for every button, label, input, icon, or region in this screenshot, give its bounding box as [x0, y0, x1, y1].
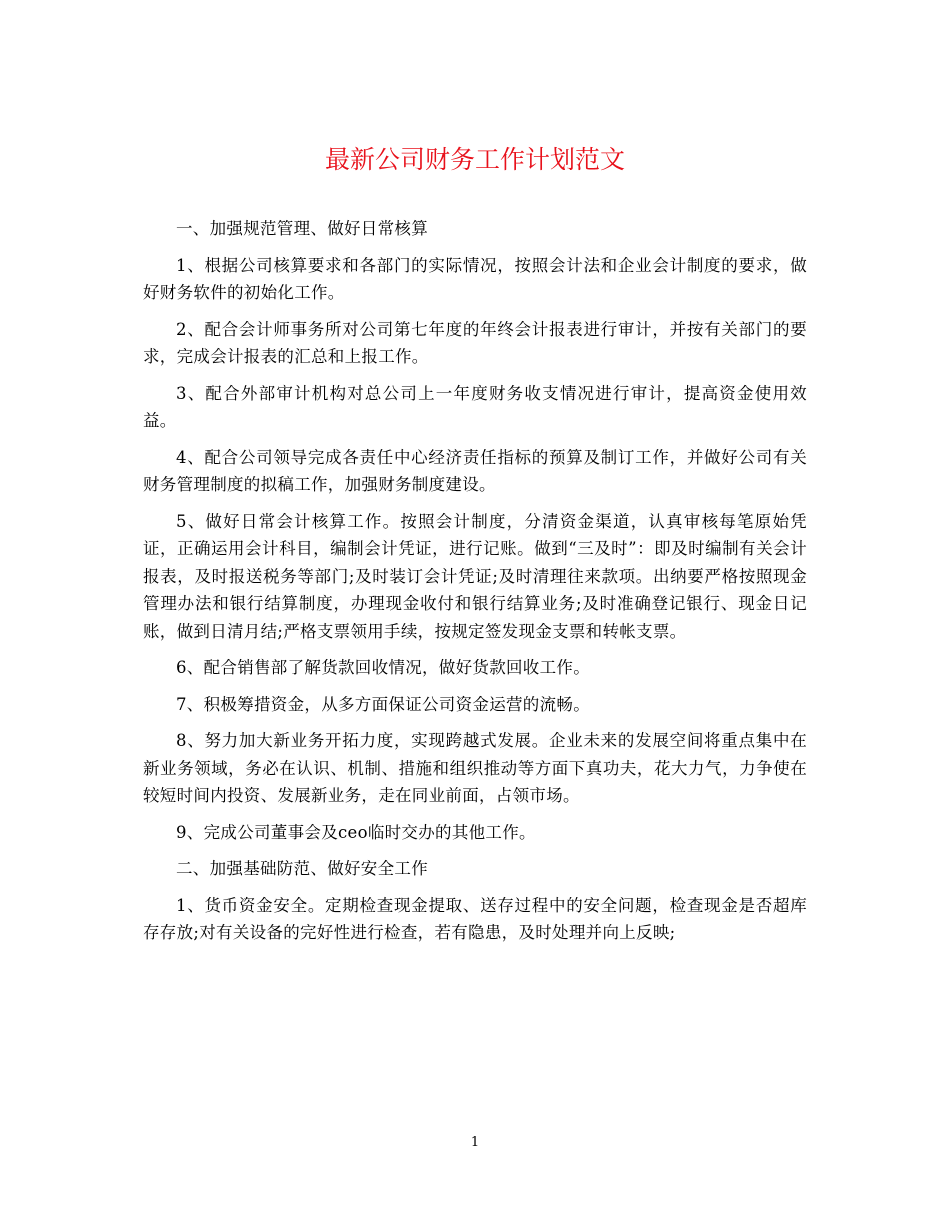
document-body — [143, 215, 807, 956]
paragraph-item-5: 5、做好日常会计核算工作。按照会计制度，分清资金渠道，认真审核每笔原始凭证，正确运用会计科目，编制会计凭证，进行记账。做到“三及时”：即及时编制有关会计报表，及时报送税务等部门;及时装订会计凭证;及时清理往来款项。出纳要严格按照现金管理办法和银行结算制度，办理现金收付和银行结算业务;及时准确登记银行、现金日记账，做到日清月结;严格支票领用手续，按规定签发现金支票和转帐支票。 — [143, 511, 807, 641]
paragraph-item-7: 7、积极筹措资金，从多方面保证公司资金运营的流畅。 — [176, 694, 590, 714]
paragraph-item-8: 8、努力加大新业务开拓力度，实现跨越式发展。企业未来的发展空间将重点集中在新业务领域，务必在认识、机制、措施和组织推动等方面下真功夫，花大力气，力争使在较短时间内投资、发展新业务，走在同业前面，占领市场。 — [143, 731, 807, 805]
paragraph-item-3: 3、配合外部审计机构对总公司上一年度财务收支情况进行审计，提高资金使用效益。 — [143, 383, 807, 430]
paragraph-item-6: 6、配合销售部了解货款回收情况，做好货款回收工作。 — [176, 658, 590, 677]
section-heading-2: 二、加强基础防范、做好安全工作 — [176, 859, 428, 878]
paragraph-item-10: 1、货币资金安全。定期检查现金提取、送存过程中的安全问题，检查现金是否超库存存放;对有关设备的完好性进行检查，若有隐患，及时处理并向上反映; — [143, 895, 807, 942]
page-number: 1 — [470, 1135, 480, 1150]
paragraph-item-1: 1、根据公司核算要求和各部门的实际情况，按照会计法和企业会计制度的要求，做好财务软件的初始化工作。 — [143, 255, 807, 302]
paragraph-item-2: 2、配合会计师事务所对公司第七年度的年终会计报表进行审计，并按有关部门的要求，完成会计报表的汇总和上报工作。 — [143, 319, 807, 366]
section-heading-1: 一、加强规范管理、做好日常核算 — [176, 219, 428, 238]
document-title: 最新公司财务工作计划范文 — [324, 145, 625, 174]
paragraph-item-9: 9、完成公司董事会及ceo临时交办的其他工作。 — [176, 822, 536, 842]
paragraph-item-4: 4、配合公司领导完成各责任中心经济责任指标的预算及制订工作，并做好公司有关财务管理制度的拟稿工作，加强财务制度建设。 — [143, 447, 807, 494]
